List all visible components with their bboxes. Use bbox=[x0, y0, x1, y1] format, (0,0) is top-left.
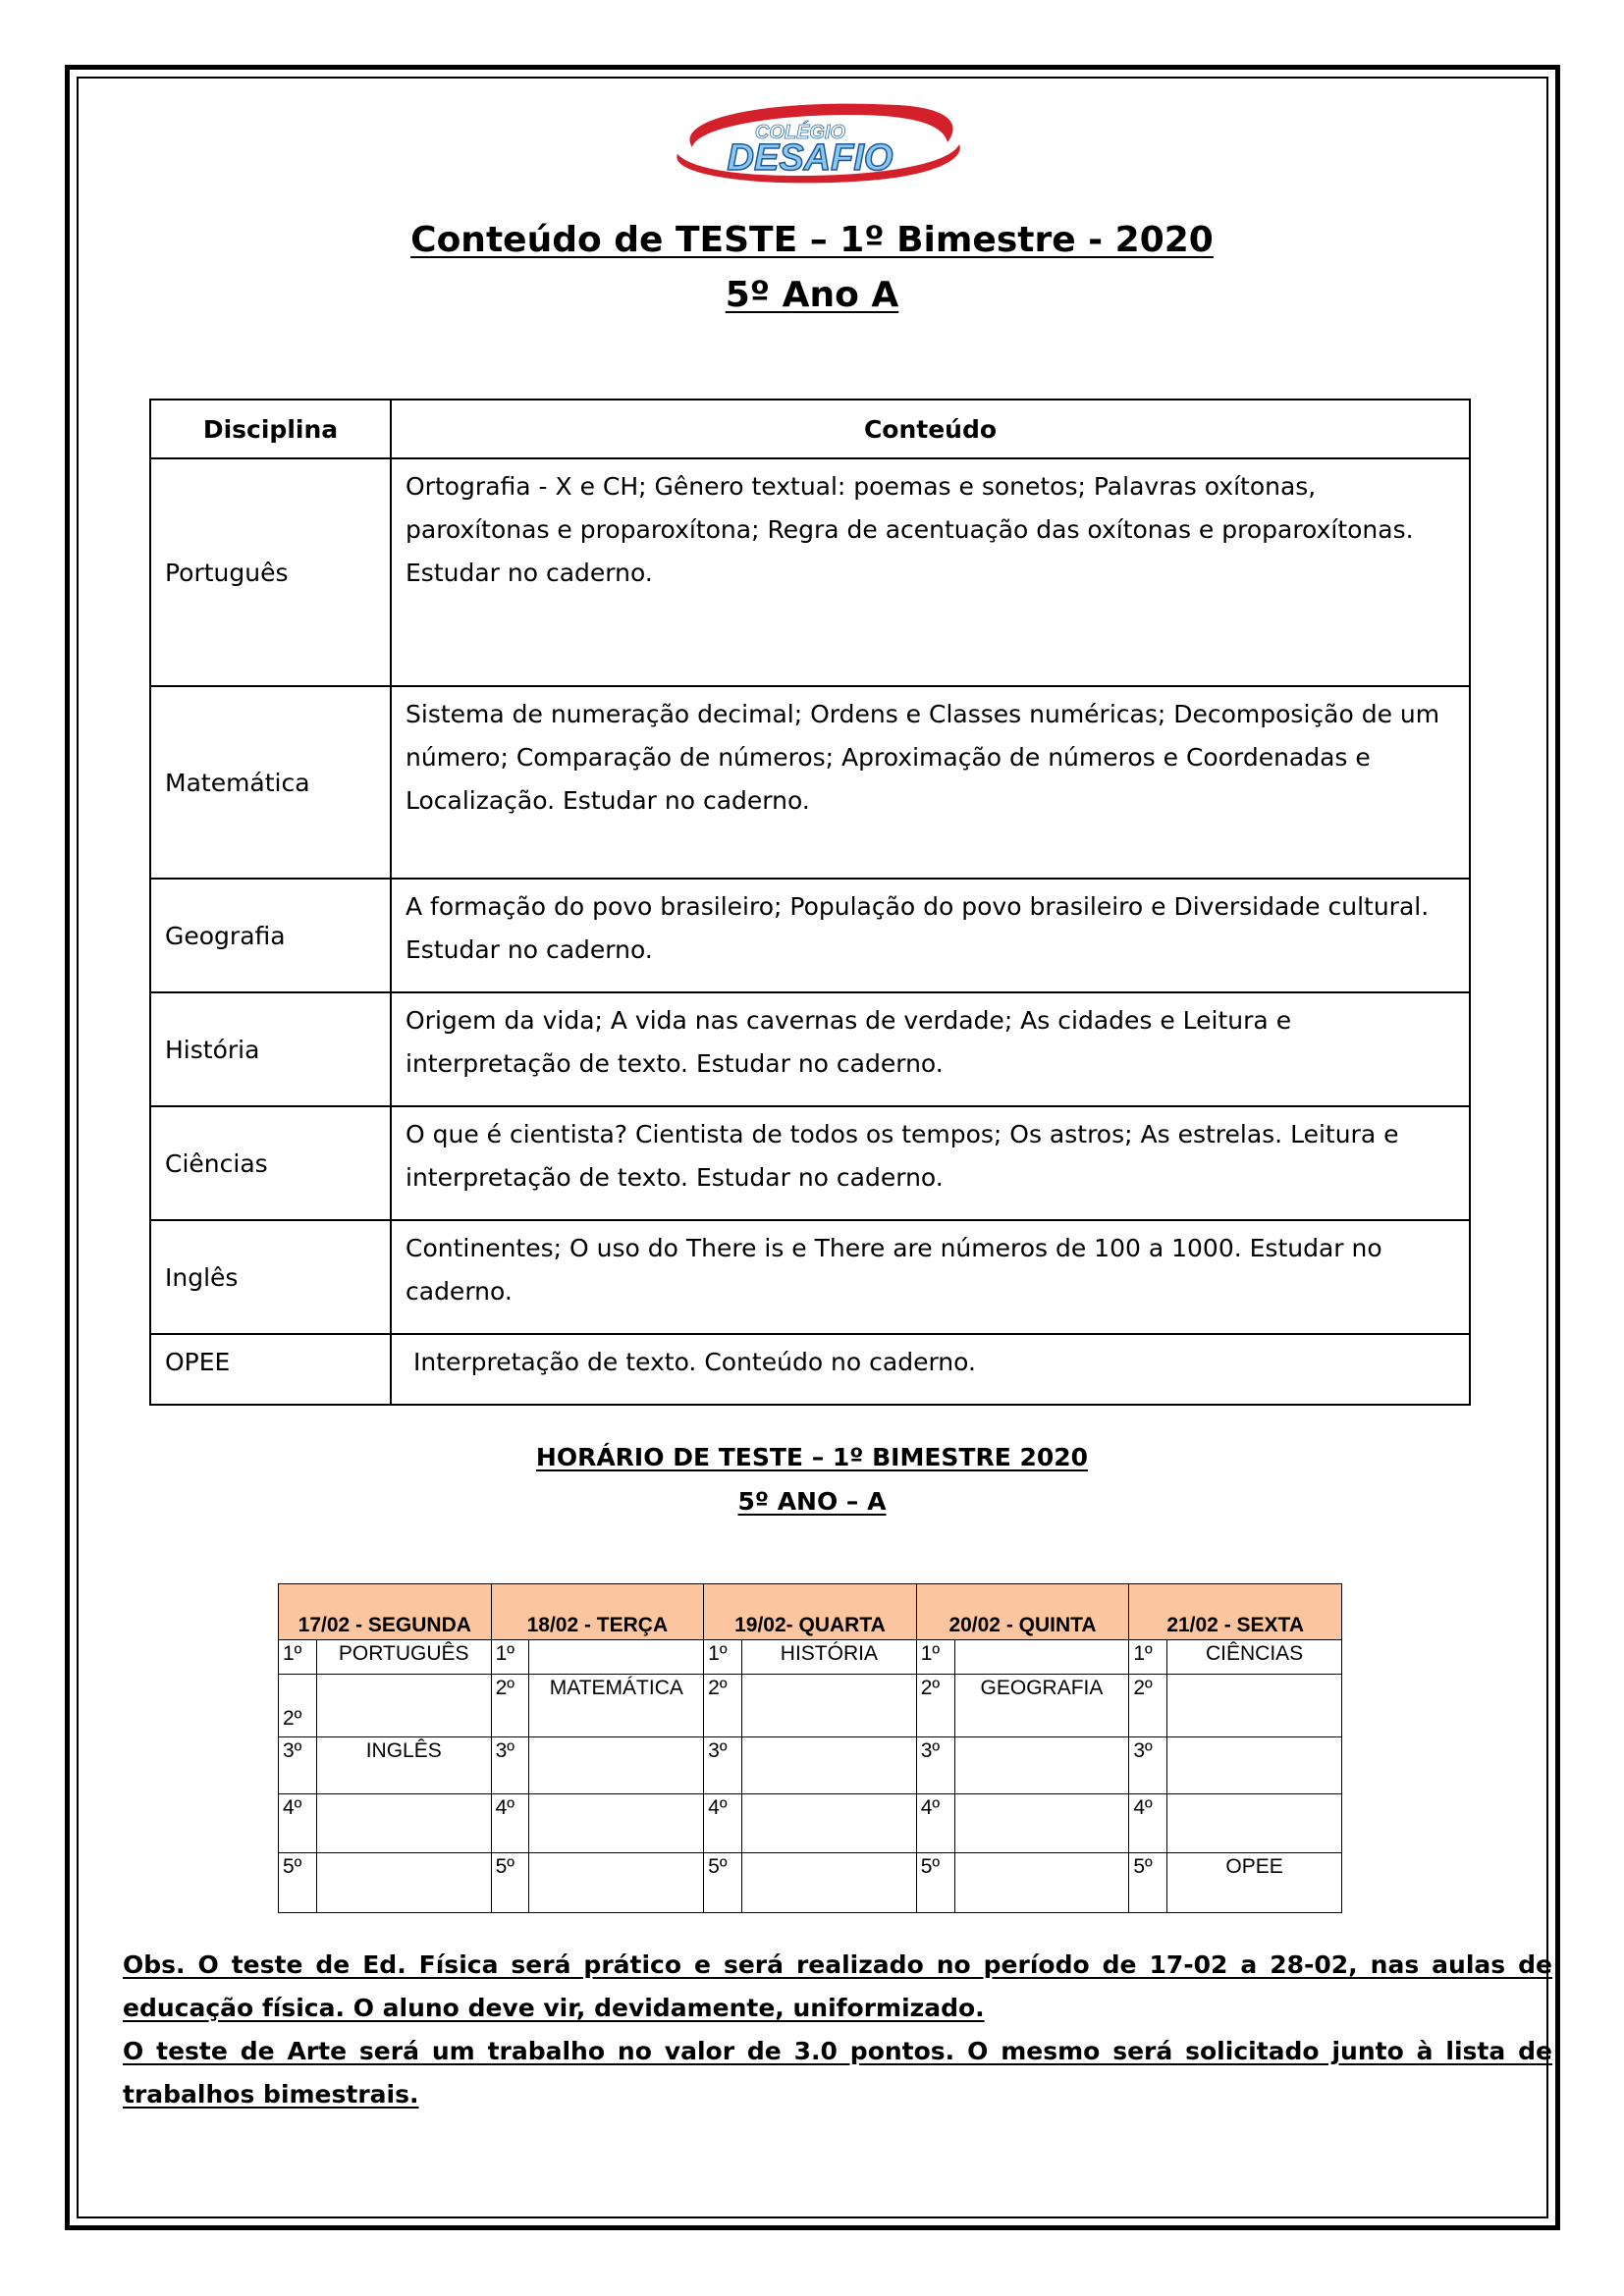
subject-slot bbox=[954, 1640, 1129, 1675]
schedule-table bbox=[278, 1583, 1342, 1913]
header-disciplina: Disciplina bbox=[150, 400, 391, 458]
content-table bbox=[149, 399, 1471, 1406]
subject-slot bbox=[529, 1640, 704, 1675]
period-cell: 1º bbox=[279, 1640, 317, 1675]
subject-slot: CIÊNCIAS bbox=[1167, 1640, 1342, 1675]
period-cell: 4º bbox=[491, 1794, 529, 1853]
obs-art: O teste de Arte será um trabalho no valor de 3.0 pontos. O mesmo será solicitado junto à lista de trabalhos bimestrais. bbox=[123, 2037, 1552, 2109]
subject-slot bbox=[529, 1853, 704, 1913]
content-cell: A formação do povo brasileiro; População do povo brasileiro e Diversidade cultural. Estudar no caderno. bbox=[391, 879, 1470, 992]
period-cell: 3º bbox=[279, 1737, 317, 1794]
period-cell: 3º bbox=[491, 1737, 529, 1794]
subject-slot bbox=[316, 1853, 491, 1913]
colegio-desafio-logo bbox=[653, 93, 967, 191]
table-row bbox=[150, 1106, 1470, 1220]
subject-cell: Inglês bbox=[150, 1220, 391, 1334]
content-cell: O que é cientista? Cientista de todos os tempos; Os astros; As estrelas. Leitura e interpretação de texto. Estudar no caderno. bbox=[391, 1106, 1470, 1220]
subject-cell: Matemática bbox=[150, 686, 391, 879]
subject-slot bbox=[316, 1675, 491, 1737]
subject-slot: MATEMÁTICA bbox=[529, 1675, 704, 1737]
schedule-subtitle: 5º ANO – A bbox=[737, 1487, 887, 1516]
subject-slot bbox=[742, 1794, 917, 1853]
period-cell: 2º bbox=[279, 1675, 317, 1737]
table-row bbox=[150, 686, 1470, 879]
day-header: 19/02- QUARTA bbox=[704, 1584, 917, 1640]
day-header: 21/02 - SEXTA bbox=[1129, 1584, 1342, 1640]
schedule-row bbox=[279, 1675, 1342, 1737]
period-cell: 5º bbox=[916, 1853, 954, 1913]
content-cell: Origem da vida; A vida nas cavernas de verdade; As cidades e Leitura e interpretação de texto. Estudar no caderno. bbox=[391, 992, 1470, 1106]
subject-cell: OPEE bbox=[150, 1334, 391, 1405]
period-cell: 4º bbox=[916, 1794, 954, 1853]
subject-slot bbox=[529, 1737, 704, 1794]
schedule-row bbox=[279, 1794, 1342, 1853]
period-cell: 1º bbox=[704, 1640, 742, 1675]
period-cell: 1º bbox=[491, 1640, 529, 1675]
content-cell: Continentes; O uso do There is e There are números de 100 a 1000. Estudar no caderno. bbox=[391, 1220, 1470, 1334]
content-table-header bbox=[150, 400, 1470, 458]
subject-slot bbox=[742, 1853, 917, 1913]
obs-physical-education: Obs. O teste de Ed. Física será prático e será realizado no período de 17-02 a 28-02, nas aulas de educação física. O aluno deve vir, devidamente, uniformizado. bbox=[123, 1950, 1552, 2022]
content-cell: Sistema de numeração decimal; Ordens e Classes numéricas; Decomposição de um número; Comparação de números; Aproximação de números e Coordenadas e Localização. Estudar no caderno. bbox=[391, 686, 1470, 879]
observations bbox=[123, 1944, 1552, 2116]
document-title: Conteúdo de TESTE – 1º Bimestre - 2020 bbox=[410, 220, 1214, 260]
content-cell: Interpretação de texto. Conteúdo no caderno. bbox=[391, 1334, 1470, 1405]
schedule-title: HORÁRIO DE TESTE – 1º BIMESTRE 2020 bbox=[535, 1443, 1089, 1471]
schedule-header-row bbox=[279, 1584, 1342, 1640]
subject-cell: Português bbox=[150, 458, 391, 686]
subject-slot bbox=[954, 1737, 1129, 1794]
subject-slot bbox=[1167, 1675, 1342, 1737]
subject-slot bbox=[1167, 1794, 1342, 1853]
subject-slot: INGLÊS bbox=[316, 1737, 491, 1794]
period-cell: 2º bbox=[1129, 1675, 1167, 1737]
subject-slot bbox=[742, 1675, 917, 1737]
period-cell: 2º bbox=[916, 1675, 954, 1737]
subject-slot: GEOGRAFIA bbox=[954, 1675, 1129, 1737]
day-header: 17/02 - SEGUNDA bbox=[279, 1584, 492, 1640]
period-cell: 5º bbox=[491, 1853, 529, 1913]
table-row bbox=[150, 458, 1470, 686]
period-cell: 3º bbox=[704, 1737, 742, 1794]
content-cell: Ortografia - X e CH; Gênero textual: poemas e sonetos; Palavras oxítonas, paroxítonas e proparoxítona; Regra de acentuação das oxítonas e proparoxítonas. Estudar no caderno. bbox=[391, 458, 1470, 686]
period-cell: 5º bbox=[1129, 1853, 1167, 1913]
subject-slot bbox=[954, 1794, 1129, 1853]
period-cell: 2º bbox=[491, 1675, 529, 1737]
subject-slot bbox=[742, 1737, 917, 1794]
table-row bbox=[150, 1220, 1470, 1334]
document-class: 5º Ano A bbox=[725, 275, 899, 315]
subject-slot bbox=[529, 1794, 704, 1853]
subject-slot: HISTÓRIA bbox=[742, 1640, 917, 1675]
period-cell: 3º bbox=[1129, 1737, 1167, 1794]
header-conteudo: Conteúdo bbox=[391, 400, 1470, 458]
period-cell: 1º bbox=[1129, 1640, 1167, 1675]
subject-cell: História bbox=[150, 992, 391, 1106]
day-header: 20/02 - QUINTA bbox=[916, 1584, 1129, 1640]
subject-slot: PORTUGUÊS bbox=[316, 1640, 491, 1675]
subject-cell: Geografia bbox=[150, 879, 391, 992]
subject-slot bbox=[1167, 1737, 1342, 1794]
day-header: 18/02 - TERÇA bbox=[491, 1584, 704, 1640]
period-cell: 4º bbox=[1129, 1794, 1167, 1853]
logo-top-text: COLÉGIO bbox=[754, 122, 846, 143]
period-cell: 5º bbox=[704, 1853, 742, 1913]
period-cell: 4º bbox=[279, 1794, 317, 1853]
table-row bbox=[150, 1334, 1470, 1405]
subject-cell: Ciências bbox=[150, 1106, 391, 1220]
period-cell: 4º bbox=[704, 1794, 742, 1853]
table-row bbox=[150, 992, 1470, 1106]
period-cell: 5º bbox=[279, 1853, 317, 1913]
period-cell: 1º bbox=[916, 1640, 954, 1675]
period-cell: 3º bbox=[916, 1737, 954, 1794]
schedule-row bbox=[279, 1640, 1342, 1675]
period-cell: 2º bbox=[704, 1675, 742, 1737]
logo-main-text: DESAFIO bbox=[727, 137, 893, 179]
subject-slot bbox=[954, 1853, 1129, 1913]
schedule-row bbox=[279, 1853, 1342, 1913]
schedule-row bbox=[279, 1737, 1342, 1794]
table-row bbox=[150, 879, 1470, 992]
subject-slot bbox=[316, 1794, 491, 1853]
subject-slot: OPEE bbox=[1167, 1853, 1342, 1913]
